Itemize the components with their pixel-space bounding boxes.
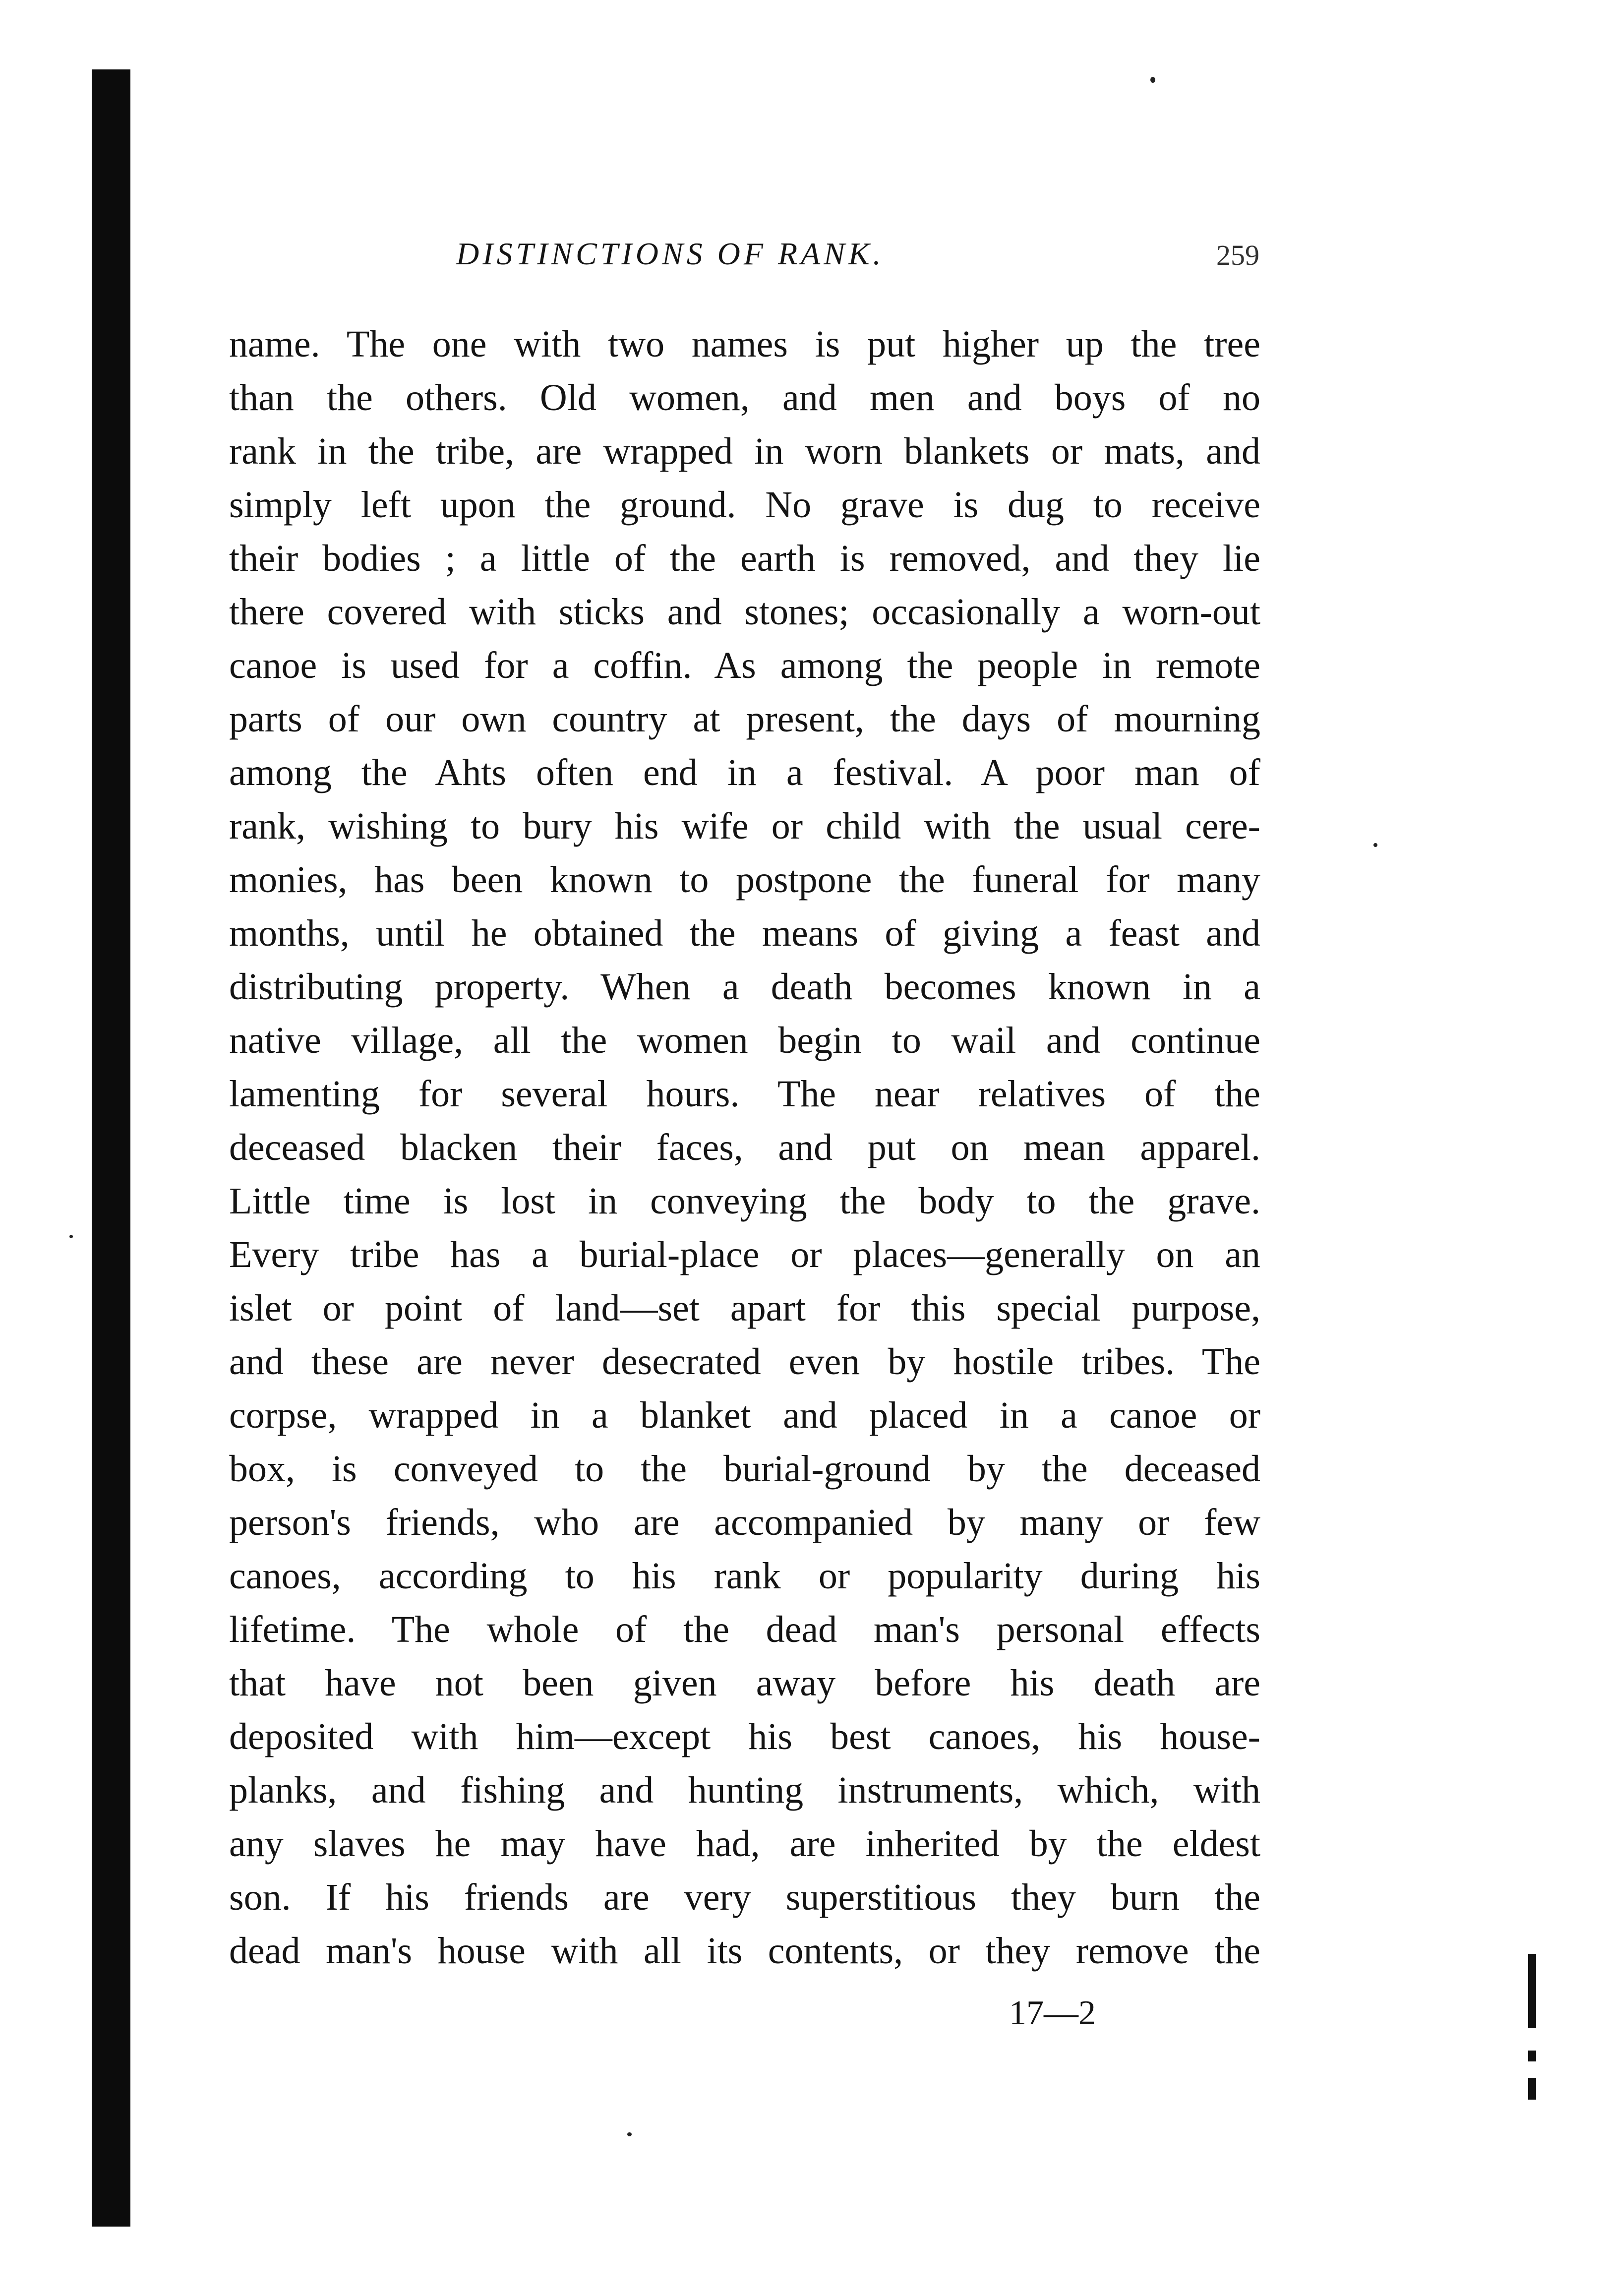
signature-mark: 17—2 xyxy=(1009,1994,1096,2032)
text-line: native village, all the women begin to wail and continue xyxy=(229,1020,1260,1061)
text-line: person's friends, who are accompanied by many or few xyxy=(229,1502,1260,1543)
print-speck xyxy=(627,2132,632,2136)
edge-mark xyxy=(1528,1954,1536,2028)
text-line: Every tribe has a burial-place or places—generally on an xyxy=(229,1234,1260,1275)
text-line: among the Ahts often end in a festival. A poor man of xyxy=(229,752,1260,793)
text-line: name. The one with two names is put higher up the tree xyxy=(229,323,1260,365)
text-line: their bodies ; a little of the earth is removed, and they lie xyxy=(229,538,1260,579)
text-line: simply left upon the ground. No grave is dug to receive xyxy=(229,484,1260,526)
text-line: distributing property. When a death becomes known in a xyxy=(229,966,1260,1008)
text-line: rank, wishing to bury his wife or child with the usual cere- xyxy=(229,805,1260,847)
text-line: canoe is used for a coffin. As among the people in remote xyxy=(229,645,1260,686)
edge-mark xyxy=(1528,2051,1536,2061)
text-line: deceased blacken their faces, and put on mean apparel. xyxy=(229,1127,1260,1168)
page-edge-marks xyxy=(1522,1944,1542,2152)
text-line: deposited with him—except his best canoes, his house- xyxy=(229,1716,1260,1757)
text-line: son. If his friends are very superstitious they burn the xyxy=(229,1876,1260,1918)
text-line: that have not been given away before his death are xyxy=(229,1662,1260,1704)
text-line: months, until he obtained the means of giving a feast and xyxy=(229,912,1260,954)
print-speck xyxy=(1373,843,1377,847)
print-speck xyxy=(69,1235,73,1238)
page-number: 259 xyxy=(1216,239,1259,271)
print-speck xyxy=(1150,77,1155,83)
text-line: canoes, according to his rank or popularity during his xyxy=(229,1555,1260,1597)
text-line: Little time is lost in conveying the body to the grave. xyxy=(229,1180,1260,1222)
text-line: planks, and fishing and hunting instruments, which, with xyxy=(229,1769,1260,1811)
text-line: lifetime. The whole of the dead man's personal effects xyxy=(229,1609,1260,1650)
text-line: islet or point of land—set apart for this special purpose, xyxy=(229,1287,1260,1329)
text-line: any slaves he may have had, are inherited by the eldest xyxy=(229,1823,1260,1865)
edge-mark xyxy=(1528,2078,1536,2100)
text-line: box, is conveyed to the burial-ground by the deceased xyxy=(229,1448,1260,1490)
text-line: monies, has been known to postpone the funeral for many xyxy=(229,859,1260,901)
running-header xyxy=(228,236,1259,290)
text-line: parts of our own country at present, the days of mourning xyxy=(229,698,1260,740)
text-line: than the others. Old women, and men and boys of no xyxy=(229,377,1260,419)
text-line: there covered with sticks and stones; occasionally a worn-out xyxy=(229,591,1260,633)
text-line: corpse, wrapped in a blanket and placed in a canoe or xyxy=(229,1394,1260,1436)
body-text xyxy=(229,317,1260,1978)
text-line: lamenting for several hours. The near relatives of the xyxy=(229,1073,1260,1115)
binding-gutter-shadow xyxy=(92,69,130,2227)
text-line: and these are never desecrated even by hostile tribes. The xyxy=(229,1341,1260,1383)
text-line: rank in the tribe, are wrapped in worn blankets or mats, and xyxy=(229,430,1260,472)
text-line: dead man's house with all its contents, or they remove the xyxy=(229,1930,1260,1972)
running-title: DISTINCTIONS OF RANK. xyxy=(456,236,885,271)
